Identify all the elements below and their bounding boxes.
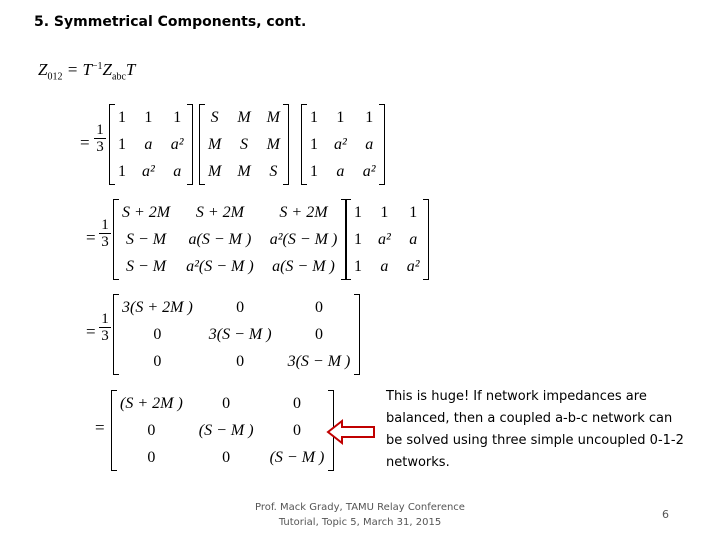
- matrix-entry: S + 2M: [279, 203, 328, 221]
- step4-matrix: [112, 390, 332, 471]
- matrix-entry: a²: [170, 135, 184, 153]
- rhs-inverse-sup: −1: [91, 61, 103, 72]
- matrix-entry: (S − M ): [198, 421, 254, 439]
- matrix-entry: 0: [236, 352, 245, 370]
- step3-fraction: $\frac{1}{3}$: [99, 311, 111, 344]
- matrix-entry: 3(S + 2M ): [122, 298, 193, 316]
- matrix-entry: M: [266, 135, 280, 153]
- step2-right-matrix: [346, 199, 428, 280]
- matrix-entry: S: [239, 135, 248, 153]
- matrix-entry: M: [208, 162, 222, 180]
- step1-right-matrix: [302, 104, 384, 185]
- footer-line2: Tutorial, Topic 5, March 31, 2015: [278, 517, 442, 528]
- step1-left-matrix: [110, 104, 192, 185]
- matrix-entry: S + 2M: [122, 203, 171, 221]
- matrix-entry: 1: [354, 230, 362, 248]
- matrix-entry: 1: [409, 203, 418, 221]
- slide-title: 5. Symmetrical Components, cont.: [34, 14, 307, 30]
- matrix-entry: 1: [380, 203, 389, 221]
- matrix-entry: a: [173, 162, 182, 180]
- matrix-entry: S: [210, 108, 219, 126]
- matrix-entry: 1: [354, 203, 362, 221]
- matrix-entry: a: [336, 162, 345, 180]
- matrix-entry: S − M: [126, 257, 167, 275]
- matrix-entry: (S − M ): [269, 448, 325, 466]
- matrix-entry: a²(S − M ): [186, 257, 254, 275]
- footer: [240, 500, 480, 530]
- matrix-entry: a²: [406, 257, 420, 275]
- matrix-entry: 0: [314, 298, 323, 316]
- matrix-entry: 0: [292, 394, 301, 412]
- step1-fraction: [94, 122, 106, 155]
- step1-equals: =: [80, 133, 90, 152]
- page-number: 6: [662, 508, 669, 521]
- matrix-entry: M: [266, 108, 280, 126]
- matrix-entry: M: [237, 108, 251, 126]
- matrix-entry: M: [237, 162, 251, 180]
- rhs-t-symbol: T: [125, 60, 136, 79]
- step2-left-matrix: [114, 199, 345, 280]
- equation-definition: [38, 60, 135, 82]
- rhs-z-symbol: Z: [102, 60, 113, 79]
- lhs-subscript: 012: [47, 71, 63, 83]
- step2-equals: =: [86, 228, 96, 247]
- matrix-entry: 1: [310, 162, 318, 180]
- rhs-t-inverse: = T: [66, 60, 92, 79]
- matrix-entry: 3(S − M ): [287, 352, 351, 370]
- matrix-entry: a(S − M ): [188, 230, 252, 248]
- matrix-entry: a²: [362, 162, 376, 180]
- matrix-entry: a²(S − M ): [269, 230, 338, 248]
- step2-fraction: $\frac{1}{3}$: [99, 217, 111, 250]
- footer-line1: Prof. Mack Grady, TAMU Relay Conference: [255, 502, 465, 513]
- note-text: This is huge! If network impedances are balanced, then a coupled a-b-c network can be solved using three simple uncoupled 0-1-2 networks.: [386, 389, 684, 470]
- matrix-entry: 0: [314, 325, 323, 343]
- lhs-symbol: Z: [38, 60, 48, 79]
- matrix-entry: 0: [147, 421, 156, 439]
- step3-matrix: [114, 294, 358, 375]
- matrix-entry: 0: [147, 448, 156, 466]
- left-arrow-icon: [326, 418, 376, 446]
- matrix-entry: 1: [118, 162, 126, 180]
- step1-mid-matrix: [200, 104, 288, 185]
- matrix-entry: 0: [153, 352, 162, 370]
- matrix-entry: 1: [118, 135, 126, 153]
- matrix-entry: S: [269, 162, 278, 180]
- matrix-entry: 0: [153, 325, 162, 343]
- matrix-entry: a: [409, 230, 418, 248]
- matrix-entry: 1: [310, 135, 318, 153]
- matrix-entry: 3(S − M ): [208, 325, 272, 343]
- matrix-entry: 1: [354, 257, 362, 275]
- matrix-entry: a²: [378, 230, 391, 248]
- matrix-entry: 1: [144, 108, 153, 126]
- matrix-entry: 0: [292, 421, 301, 439]
- step4-equals: =: [95, 418, 105, 437]
- rhs-z-subscript: abc: [112, 71, 126, 83]
- matrix-entry: (S + 2M ): [120, 394, 183, 412]
- matrix-entry: a²: [334, 135, 347, 153]
- matrix-entry: 0: [222, 448, 231, 466]
- matrix-entry: 1: [336, 108, 345, 126]
- matrix-entry: a: [380, 257, 389, 275]
- matrix-entry: S − M: [126, 230, 167, 248]
- matrix-entry: a(S − M ): [272, 257, 335, 275]
- matrix-entry: S + 2M: [195, 203, 244, 221]
- step3-equals: =: [86, 322, 96, 341]
- matrix-entry: 1: [118, 108, 126, 126]
- matrix-entry: a: [365, 135, 374, 153]
- matrix-entry: a²: [142, 162, 155, 180]
- matrix-entry: 1: [310, 108, 318, 126]
- matrix-entry: a: [144, 135, 153, 153]
- fraction-numerator: 1: [94, 122, 106, 139]
- matrix-entry: M: [208, 135, 222, 153]
- matrix-entry: 1: [365, 108, 374, 126]
- fraction-denominator: 3: [96, 139, 104, 155]
- matrix-entry: 1: [173, 108, 182, 126]
- matrix-entry: 0: [222, 394, 231, 412]
- matrix-entry: 0: [236, 298, 245, 316]
